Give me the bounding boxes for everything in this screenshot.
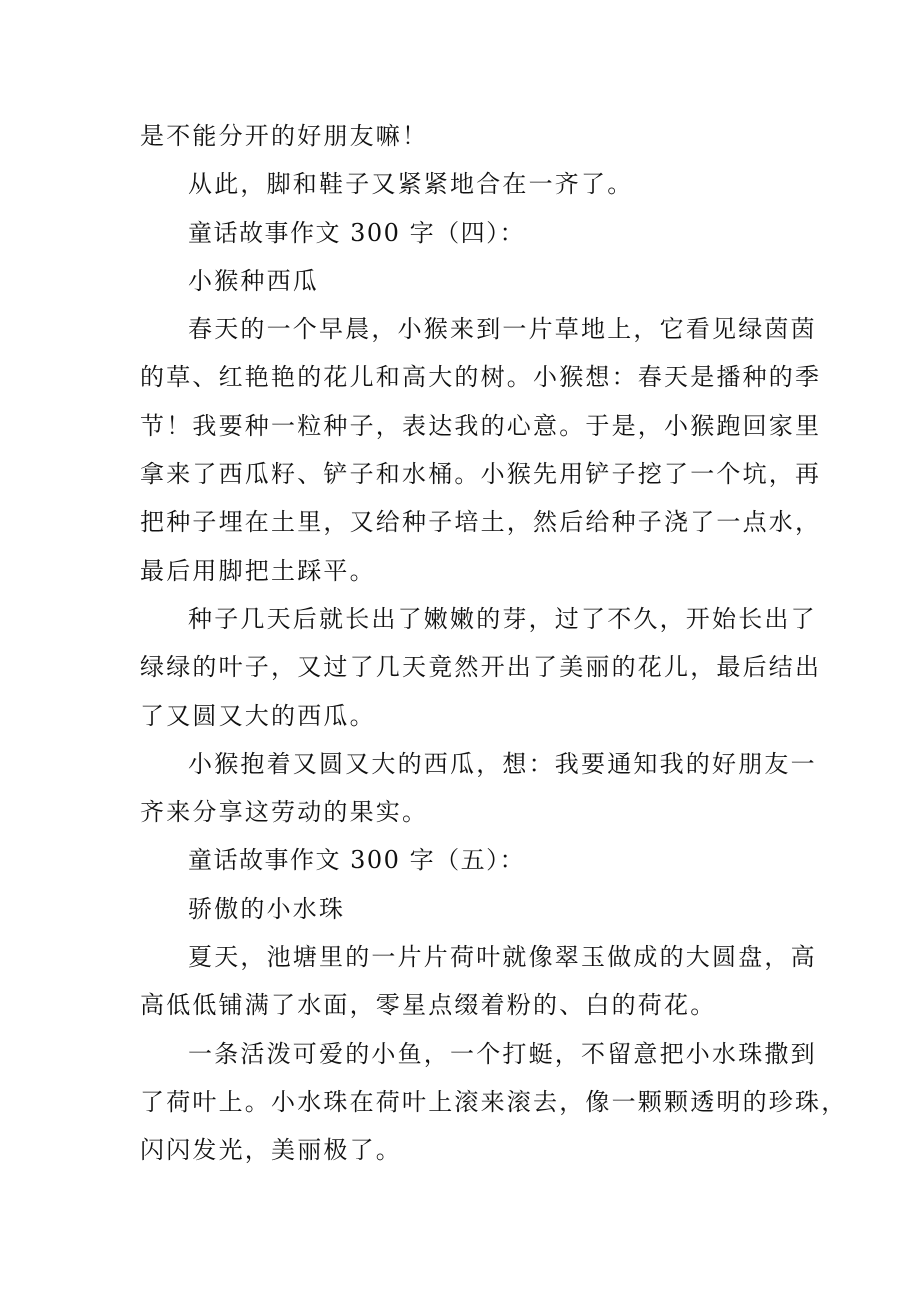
- paragraph-line: 拿来了西瓜籽、铲子和水桶。小猴先用铲子挖了一个坑，再: [140, 460, 822, 489]
- paragraph-line: 最后用脚把土踩平。: [140, 556, 376, 585]
- paragraph-line: 了又圆又大的西瓜。: [140, 701, 376, 730]
- paragraph-line: 的草、红艳艳的花儿和高大的树。小猴想：春天是播种的季: [140, 363, 822, 392]
- paragraph-line: 绿绿的叶子，又过了几天竟然开出了美丽的花儿，最后结出: [140, 653, 822, 682]
- paragraph-line: 了荷叶上。小水珠在荷叶上滚来滚去，像一颗颗透明的珍珠，: [140, 1087, 848, 1116]
- paragraph-line: 闪闪发光，美丽极了。: [140, 1136, 402, 1165]
- paragraph-line: 高低低铺满了水面，零星点缀着粉的、白的荷花。: [140, 991, 717, 1020]
- section-heading: 童话故事作文 300 字（五）：: [188, 846, 526, 875]
- story-title: 骄傲的小水珠: [188, 894, 346, 923]
- paragraph-line: 把种子埋在土里，又给种子培土，然后给种子浇了一点水，: [140, 508, 822, 537]
- paragraph-line: 节！我要种一粒种子，表达我的心意。于是，小猴跑回家里: [140, 411, 822, 440]
- paragraph-line: 一条活泼可爱的小鱼，一个打蜓，不留意把小水珠撒到: [188, 1039, 817, 1068]
- paragraph-line: 春天的一个早晨，小猴来到一片草地上，它看见绿茵茵: [188, 315, 817, 344]
- paragraph-line: 种子几天后就长出了嫩嫩的芽，过了不久，开始长出了: [188, 604, 817, 633]
- paragraph-line: 齐来分享这劳动的果实。: [140, 798, 429, 827]
- paragraph-line: 从此，脚和鞋子又紧紧地合在一齐了。: [188, 170, 634, 199]
- document-body: [140, 112, 848, 1175]
- paragraph-line: 是不能分开的好朋友嘛！: [140, 122, 429, 150]
- section-heading: 童话故事作文 300 字（四）：: [188, 218, 526, 247]
- story-title: 小猴种西瓜: [188, 266, 319, 295]
- paragraph-line: 小猴抱着又圆又大的西瓜，想：我要通知我的好朋友一: [188, 749, 817, 778]
- paragraph-line: 夏天，池塘里的一片片荷叶就像翠玉做成的大圆盘，高: [188, 943, 817, 972]
